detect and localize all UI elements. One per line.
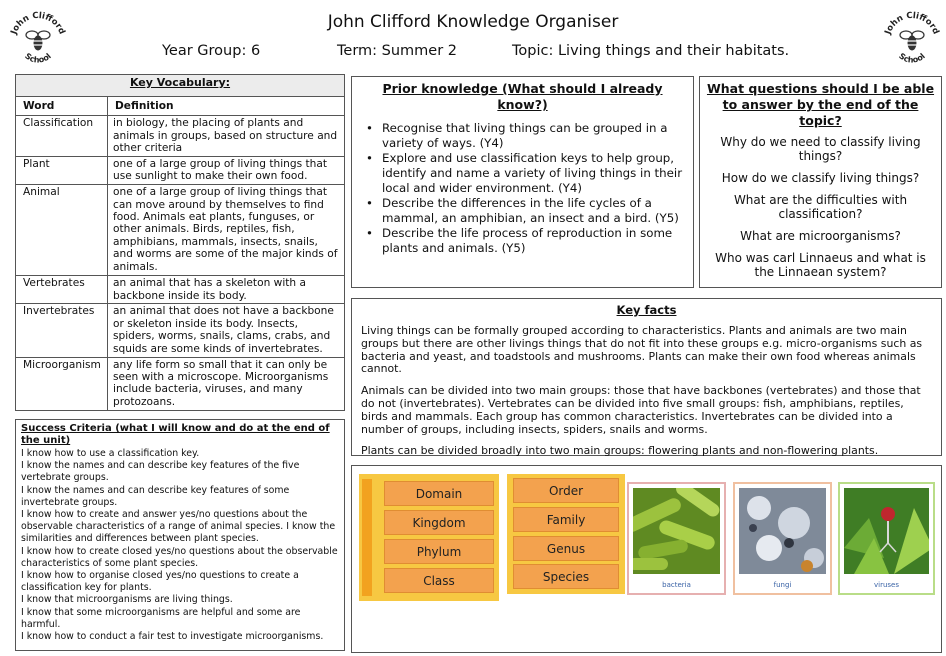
vocab-definition: any life form so small that it can only be seen with a microscope. Microorganisms include bacteria, viruses, and many protozoans. [108, 357, 345, 410]
bacteria-photo [627, 482, 726, 595]
pictures-panel [351, 465, 942, 653]
prior-knowledge-box [351, 76, 694, 288]
vocab-word: Plant [16, 157, 108, 185]
logo-bottom-text: School [897, 51, 927, 65]
table-row [16, 116, 345, 157]
list-item: • Describe the differences in the life cycles of a mammal, an amphibian, an insect and a bird. (Y5) [360, 196, 685, 226]
key-facts-box [351, 298, 942, 456]
svg-text:School [897, 51, 927, 64]
term: Term: Summer 2 [337, 43, 458, 59]
table-row [16, 276, 345, 304]
list-item: • Recognise that living things can be grouped in a variety of ways. (Y4) [360, 121, 685, 151]
table-row [16, 357, 345, 410]
card-phylum: Phylum [384, 539, 494, 564]
prior-knowledge-list [360, 121, 685, 256]
vocab-definition: one of a large group of living things that use sunlight to make their own food. [108, 157, 345, 185]
bee-icon [26, 31, 50, 51]
card-family: Family [513, 507, 619, 532]
column-header-definition: Definition [108, 96, 345, 116]
key-fact-paragraph: Animals can be divided into two main groups: those that have backbones (vertebrates) and those that do not (invertebrates). Vertebrates can be divided into five small groups: fish, amphibians, reptiles, birds and mammals. Each group has common characteristics. Invertebrates can be divided into a number of groups, including insects, spiders, snails and worms. [361, 384, 921, 436]
vocabulary-table [15, 74, 345, 411]
bacteria-image [633, 488, 720, 574]
success-criteria-item: I know how to use a classification key. [21, 448, 200, 459]
card-genus: Genus [513, 536, 619, 561]
success-criteria-item: I know how to create and answer yes/no questions about the observable characteristics of a range of animal species. I know the similarities and differences between plant species. [21, 509, 336, 545]
logo-top-text: John Clifford [9, 10, 67, 36]
vocab-definition: in biology, the placing of plants and animals in groups, based on structure and other criteria [108, 116, 345, 157]
success-criteria-item: I know the names and can describe key features of the five vertebrate groups. [21, 460, 300, 484]
card-kingdom: Kingdom [384, 510, 494, 535]
success-criteria-item: I know that microorganisms are living things. [21, 594, 233, 606]
viruses-image [844, 488, 929, 574]
key-facts-title: Key facts [616, 303, 677, 317]
success-criteria-title: Success Criteria (what I will know and do at the end of the unit) [21, 423, 330, 446]
vocabulary-title: Key Vocabulary: [16, 75, 345, 97]
table-row [16, 185, 345, 276]
table-row [16, 304, 345, 357]
list-item: • Explore and use classification keys to help group, identify and name a variety of living things in their local and wider environment. (Y4) [360, 151, 685, 196]
question-item: What are microorganisms? [740, 229, 901, 243]
vocab-definition: one of a large group of living things that can move around by themselves to find food. Animals eat plants, funguses, or other animals. Birds, reptiles, fish, amphibians, mammals, insects, snails, and worms are some of the major kinds of animals. [108, 185, 345, 276]
bacteria-caption: bacteria [662, 581, 691, 589]
vocab-definition: an animal that does not have a backbone or skeleton inside its body. Insects, spiders, worms, snails, clams, crabs, and squids are some kinds of invertebrates. [108, 304, 345, 357]
card-order: Order [513, 478, 619, 503]
card-stripe [362, 479, 372, 596]
svg-text:School [23, 51, 53, 64]
questions-box [699, 76, 942, 288]
success-criteria-item: I know how to organise closed yes/no questions to create a classification key for plants. [21, 570, 299, 594]
success-criteria-item: I know how to create closed yes/no questions about the observable characteristics of some plant species. [21, 545, 338, 569]
vocab-definition: an animal that has a skeleton with a backbone inside its body. [108, 276, 345, 304]
prior-knowledge-title: Prior knowledge (What should I already know?) [382, 81, 663, 112]
vocab-word: Microorganism [16, 357, 108, 410]
viruses-photo [838, 482, 935, 595]
fungi-image [739, 488, 826, 574]
success-criteria-box [15, 419, 345, 651]
vocab-word: Classification [16, 116, 108, 157]
classification-cards-2 [507, 474, 625, 594]
classification-cards-1 [359, 474, 499, 601]
key-fact-paragraph: Living things can be formally grouped according to characteristics. Plants and animals are two main groups but there are other livings things that do not fit into these groups e.g. micro-organisms such as bacteria and yeast, and toadstools and mushrooms. Plants can make their own food whereas animals cannot. [361, 324, 923, 376]
fungi-caption: fungi [773, 581, 792, 589]
card-class: Class [384, 568, 494, 593]
fungi-photo [733, 482, 832, 595]
year-group: Year Group: 6 [162, 43, 261, 59]
logo-top-text: John Clifford [883, 10, 941, 36]
success-criteria-item: I know how to conduct a fair test to investigate microorganisms. [21, 631, 324, 643]
question-item: Why do we need to classify living things? [720, 135, 921, 163]
success-criteria-item: I know that some microorganisms are helpful and some are harmful. [21, 606, 301, 630]
success-criteria-item: I know the names and can describe key features of some invertebrate groups. [21, 484, 290, 508]
vocab-word: Animal [16, 185, 108, 276]
key-fact-paragraph: Plants can be divided broadly into two main groups: flowering plants and non-flowering plants. [361, 444, 879, 458]
viruses-caption: viruses [873, 581, 899, 589]
vocab-word: Vertebrates [16, 276, 108, 304]
vocab-word: Invertebrates [16, 304, 108, 357]
question-item: How do we classify living things? [721, 171, 920, 185]
card-species: Species [513, 564, 619, 589]
questions-title: What questions should I be able to answer by the end of the topic? [706, 81, 935, 128]
logo-bottom-text: School [23, 51, 53, 65]
card-domain: Domain [384, 481, 494, 506]
bee-icon [900, 31, 924, 51]
table-row [16, 157, 345, 185]
column-header-word: Word [16, 96, 108, 116]
topic: Topic: Living things and their habitats. [512, 43, 790, 59]
list-item: • Describe the life process of reproduction in some plants and animals. (Y5) [360, 226, 685, 256]
question-item: What are the difficulties with classification? [733, 193, 908, 221]
question-item: Who was carl Linnaeus and what is the Linnaean system? [715, 251, 926, 279]
page-title: John Clifford Knowledge Organiser [327, 12, 619, 32]
